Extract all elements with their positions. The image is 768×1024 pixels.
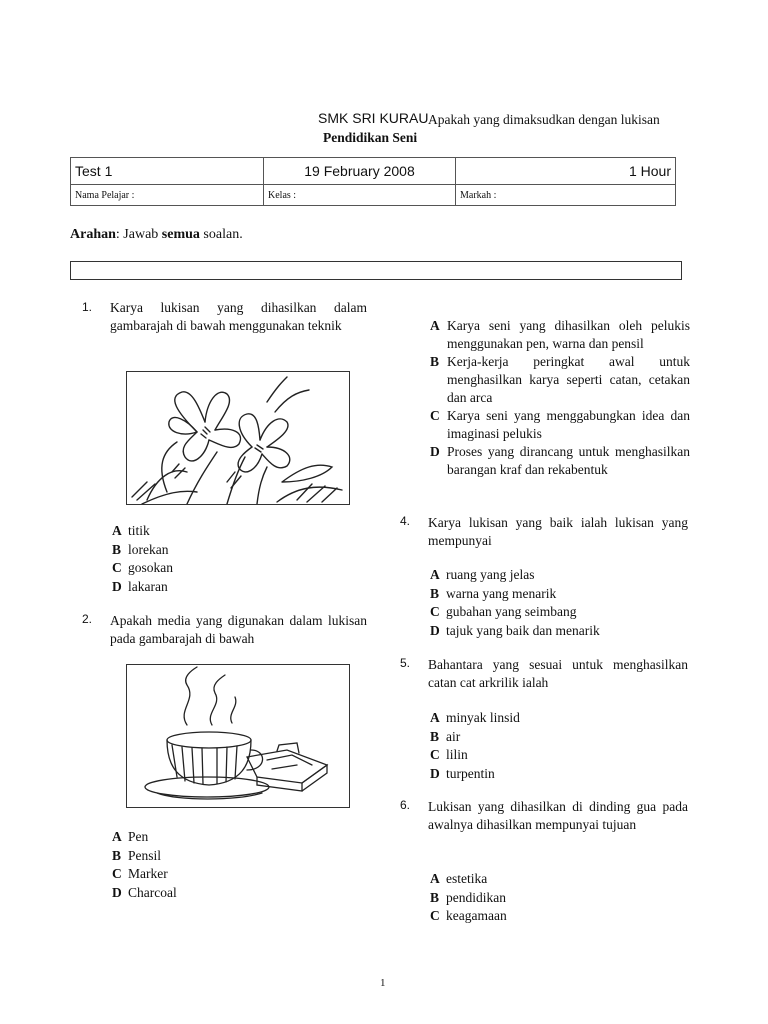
q5-option-b[interactable]: B air (430, 728, 461, 744)
q1-flower-drawing (126, 371, 350, 505)
q2-option-b[interactable]: B Pensil (112, 847, 162, 863)
q4-option-b[interactable]: B warna yang menarik (430, 585, 557, 601)
q4-option-d[interactable]: D tajuk yang baik dan menarik (430, 622, 600, 638)
q3-option-b[interactable]: B Kerja-kerja peringkat awal untuk menghasilkan karya seperti catan, cetakan dan arca (430, 354, 690, 405)
q1-option-a[interactable]: A titik (112, 523, 150, 538)
q4-option-c[interactable]: C gubahan yang seimbang (430, 604, 577, 619)
q1-option-b[interactable]: B lorekan (112, 541, 169, 557)
school-name: SMK SRI KURAU (318, 110, 429, 126)
q1-option-c[interactable]: C gosokan (112, 560, 173, 575)
q5-number: 5. (400, 656, 411, 670)
q2-option-d[interactable]: D Charcoal (112, 884, 177, 900)
q2-option-a[interactable]: A Pen (112, 829, 149, 844)
test-cell: Test 1 (71, 158, 264, 185)
q3-option-a[interactable]: A Karya seni yang dihasilkan oleh pelukis menggunakan pen, warna dan pensil (430, 318, 690, 351)
instruction-bold: semua (161, 227, 200, 242)
duration-cell: 1 Hour (456, 158, 676, 185)
q4-option-a[interactable]: A ruang yang jelas (430, 567, 535, 582)
student-name-field[interactable]: Nama Pelajar : (71, 185, 264, 206)
q5-option-d[interactable]: D turpentin (430, 765, 495, 781)
q6-number: 6. (400, 798, 411, 812)
q6-options (430, 870, 507, 926)
header-overlap-question: Apakah yang dimaksudkan dengan lukisan (428, 112, 660, 127)
q5-options (430, 709, 520, 783)
q1-number: 1. (82, 300, 93, 314)
q6-option-c[interactable]: C keagamaan (430, 908, 507, 923)
subject-title: Pendidikan Seni (323, 130, 418, 145)
q3-option-c[interactable]: C Karya seni yang menggabungkan idea dan imaginasi pelukis (430, 408, 690, 441)
date-cell: 19 February 2008 (264, 158, 456, 185)
q5-option-a[interactable]: A minyak linsid (430, 710, 520, 725)
page-number: 1 (380, 977, 386, 989)
q4-options (430, 566, 600, 640)
mark-field[interactable]: Markah : (456, 185, 676, 206)
class-field[interactable]: Kelas : (264, 185, 456, 206)
q3-option-d[interactable]: D Proses yang dirancang untuk menghasilkan barangan kraf dan rekabentuk (430, 444, 690, 477)
instruction (70, 227, 243, 243)
instruction-part1: : Jawab (115, 227, 162, 242)
q2-teacup-drawing (126, 664, 350, 808)
q6-option-a[interactable]: A estetika (430, 871, 488, 886)
info-table (70, 157, 676, 206)
q5-text: Bahantara yang sesuai untuk menghasilkan catan cat arkrilik ialah (428, 657, 688, 690)
q4-text: Karya lukisan yang baik ialah lukisan yang mempunyai (428, 515, 688, 548)
q3-options (430, 317, 690, 479)
q4-number: 4. (400, 514, 411, 528)
instruction-part2: soalan. (199, 227, 243, 242)
q1-options (112, 522, 173, 596)
empty-box (70, 261, 682, 280)
q5-option-c[interactable]: C lilin (430, 747, 468, 762)
q2-text: Apakah media yang digunakan dalam lukisan pada gambarajah di bawah (110, 613, 367, 646)
q2-option-c[interactable]: C Marker (112, 866, 168, 881)
instruction-label: Arahan (70, 227, 116, 242)
q2-options (112, 828, 177, 902)
q6-text: Lukisan yang dihasilkan di dinding gua pada awalnya dihasilkan mempunyai tujuan (428, 799, 688, 832)
q2-number: 2. (82, 612, 93, 626)
q6-option-b[interactable]: B pendidikan (430, 889, 506, 905)
q1-option-d[interactable]: D lakaran (112, 578, 168, 594)
q1-text: Karya lukisan yang dihasilkan dalam gambarajah di bawah menggunakan teknik (110, 300, 367, 333)
